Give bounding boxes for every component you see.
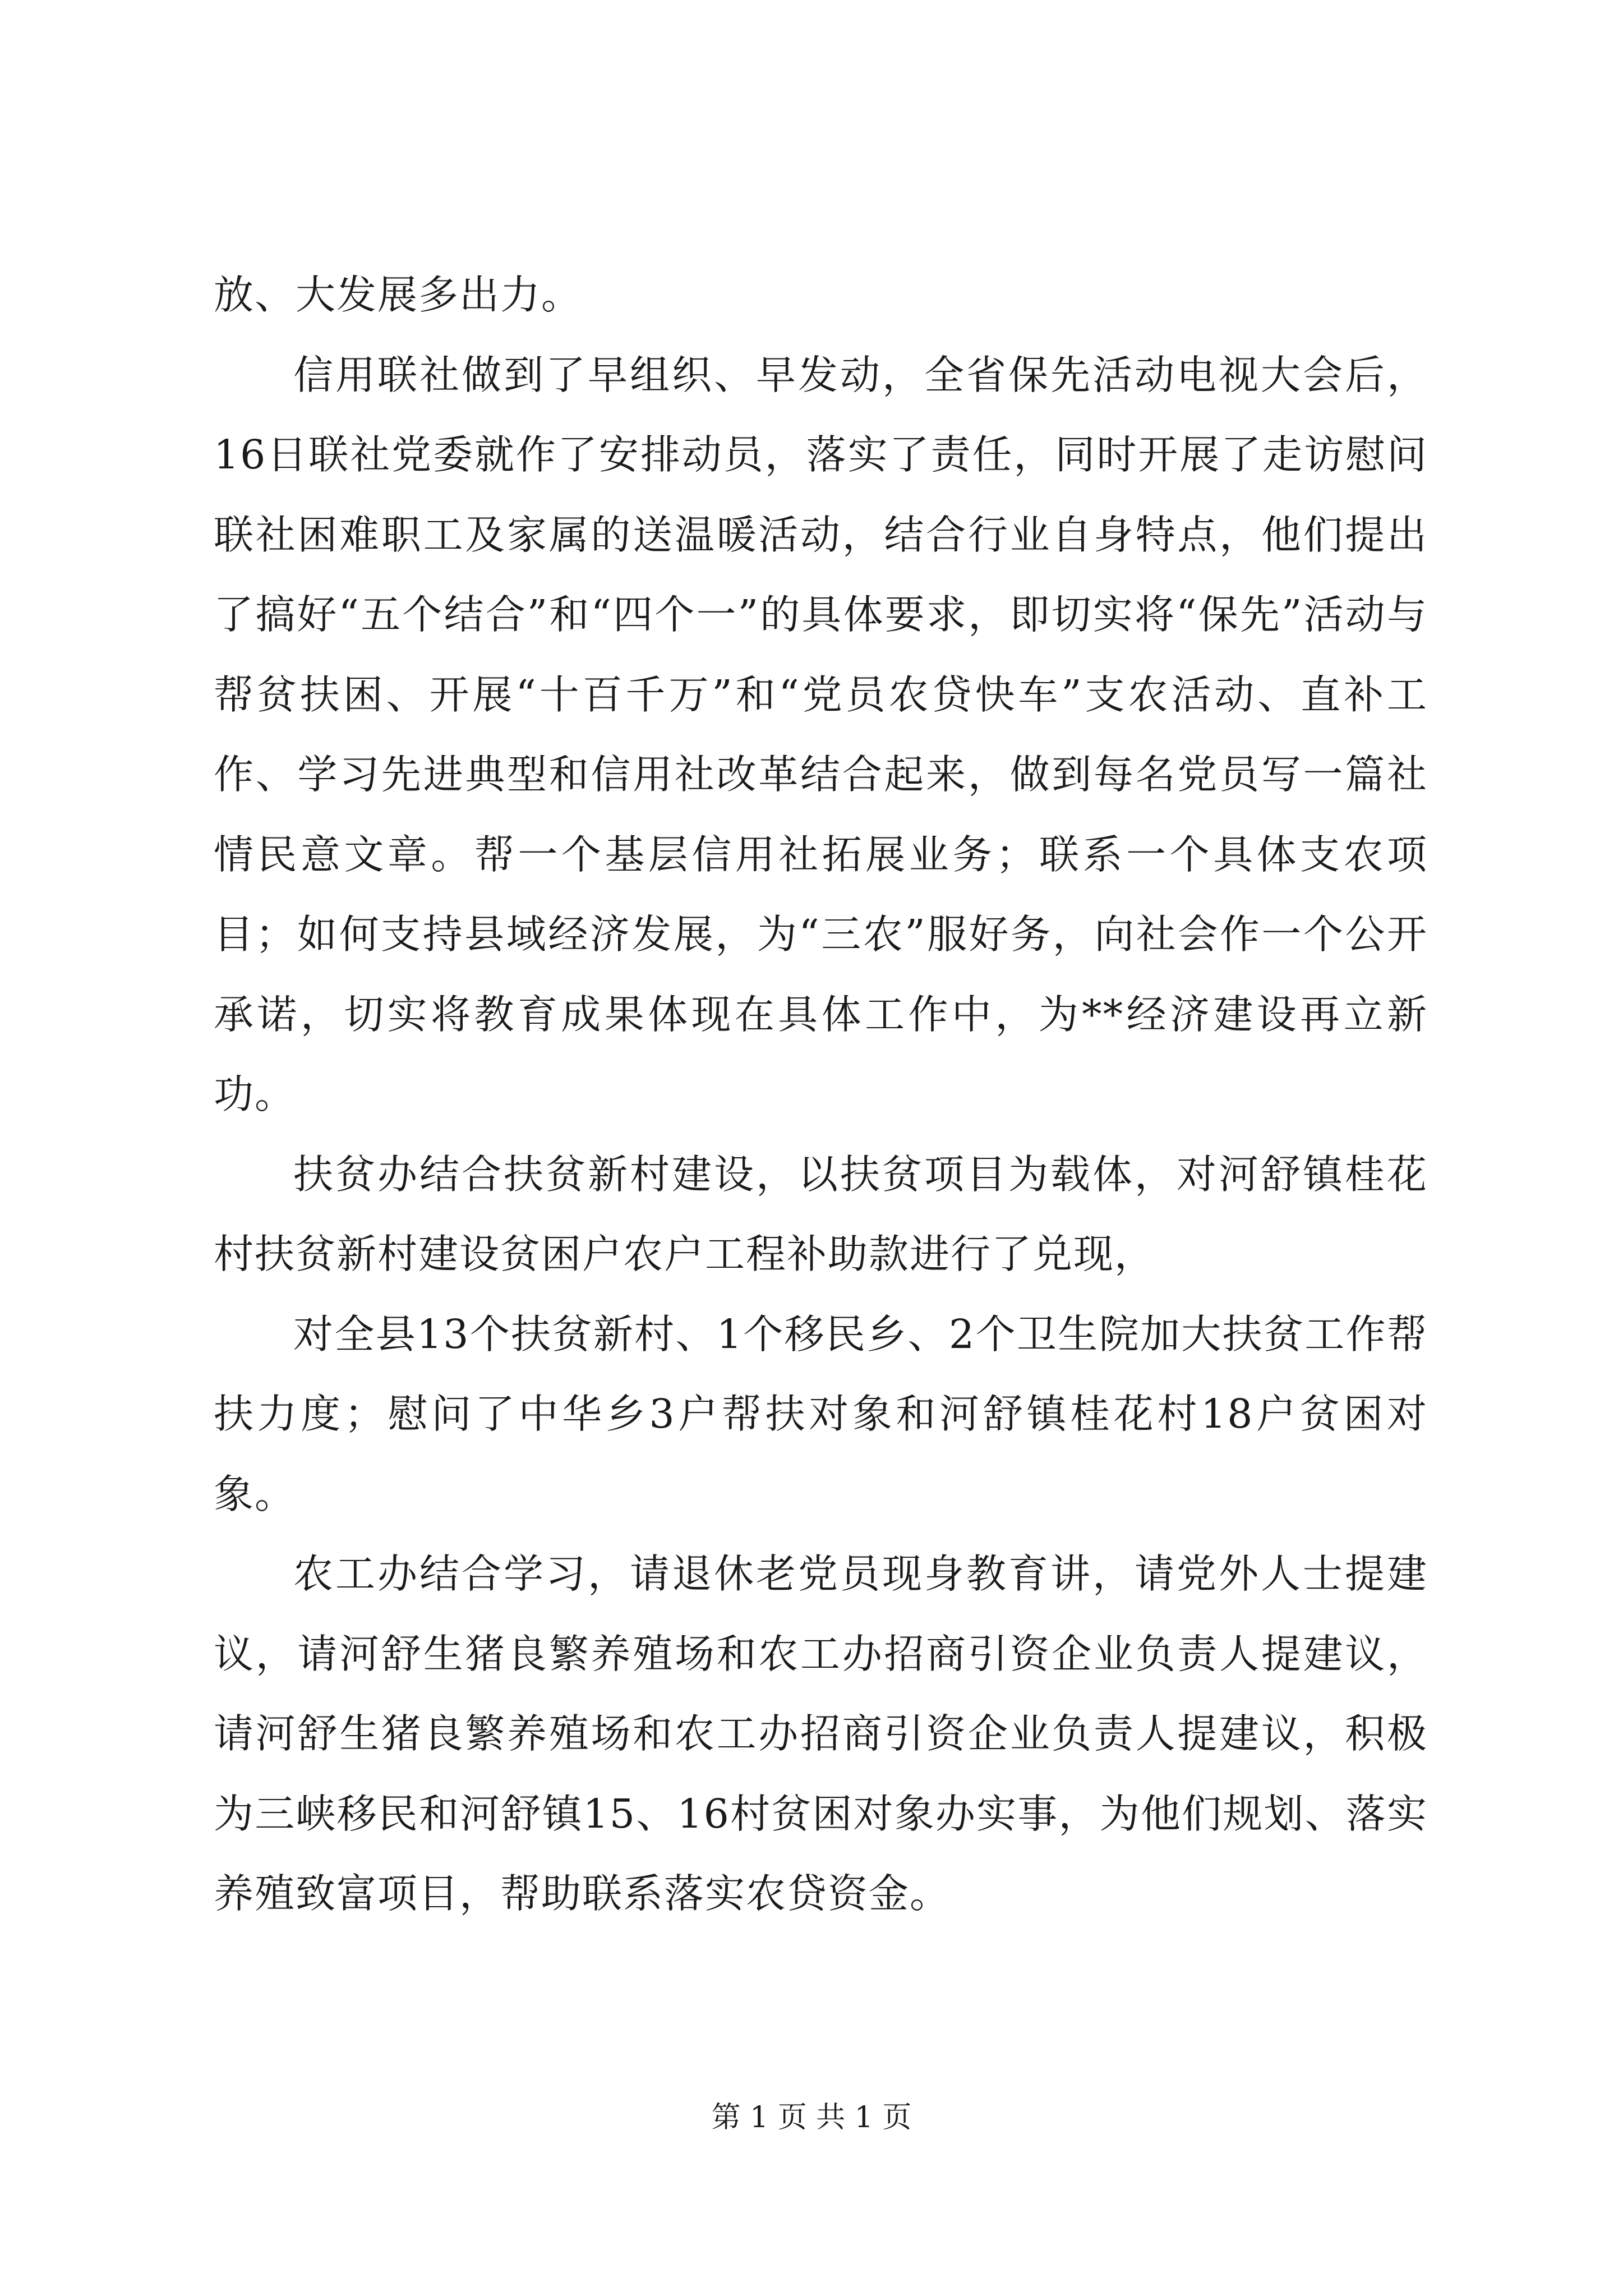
paragraph-poverty-office: 扶贫办结合扶贫新村建设，以扶贫项目为载体，对河舒镇桂花村扶贫新村建设贫困户农户工程补助款进行了兑现， [214,1151,1428,1277]
document-body [214,255,1428,1934]
paragraph-credit-union: 信用联社做到了早组织、早发动，全省保先活动电视大会后，16日联社党委就作了安排动员，落实了责任，同时开展了走访慰问联社困难职工及家属的送温暖活动，结合行业自身特点，他们提出了搞好“五个结合”和“四个一”的具体要求，即切实将“保先”活动与帮贫扶困、开展“十百千万”和“党员农贷快车”支农活动、直补工作、学习先进典型和信用社改革结合起来，做到每名党员写一篇社情民意文章。帮一个基层信用社拓展业务；联系一个具体支农项目；如何支持县域经济发展，为“三农”服好务，向社会作一个公开承诺，切实将教育成果体现在具体工作中，为**经济建设再立新功。 [214,351,1428,1117]
page-number-footer: 第 1 页 共 1 页 [711,2101,912,2134]
paragraph-county-villages: 对全县13个扶贫新村、1个移民乡、2个卫生院加大扶贫工作帮扶力度；慰问了中华乡3户帮扶对象和河舒镇桂花村18户贫困对象。 [214,1310,1428,1517]
paragraph-continuation: 放、大发展多出力。 [214,272,583,318]
paragraph-agriculture-office: 农工办结合学习，请退休老党员现身教育讲，请党外人士提建议，请河舒生猪良繁养殖场和农工办招商引资企业负责人提建议，请河舒生猪良繁养殖场和农工办招商引资企业负责人提建议，积极为三峡移民和河舒镇15、16村贫困对象办实事，为他们规划、落实养殖致富项目，帮助联系落实农贷资金。 [214,1550,1428,1917]
